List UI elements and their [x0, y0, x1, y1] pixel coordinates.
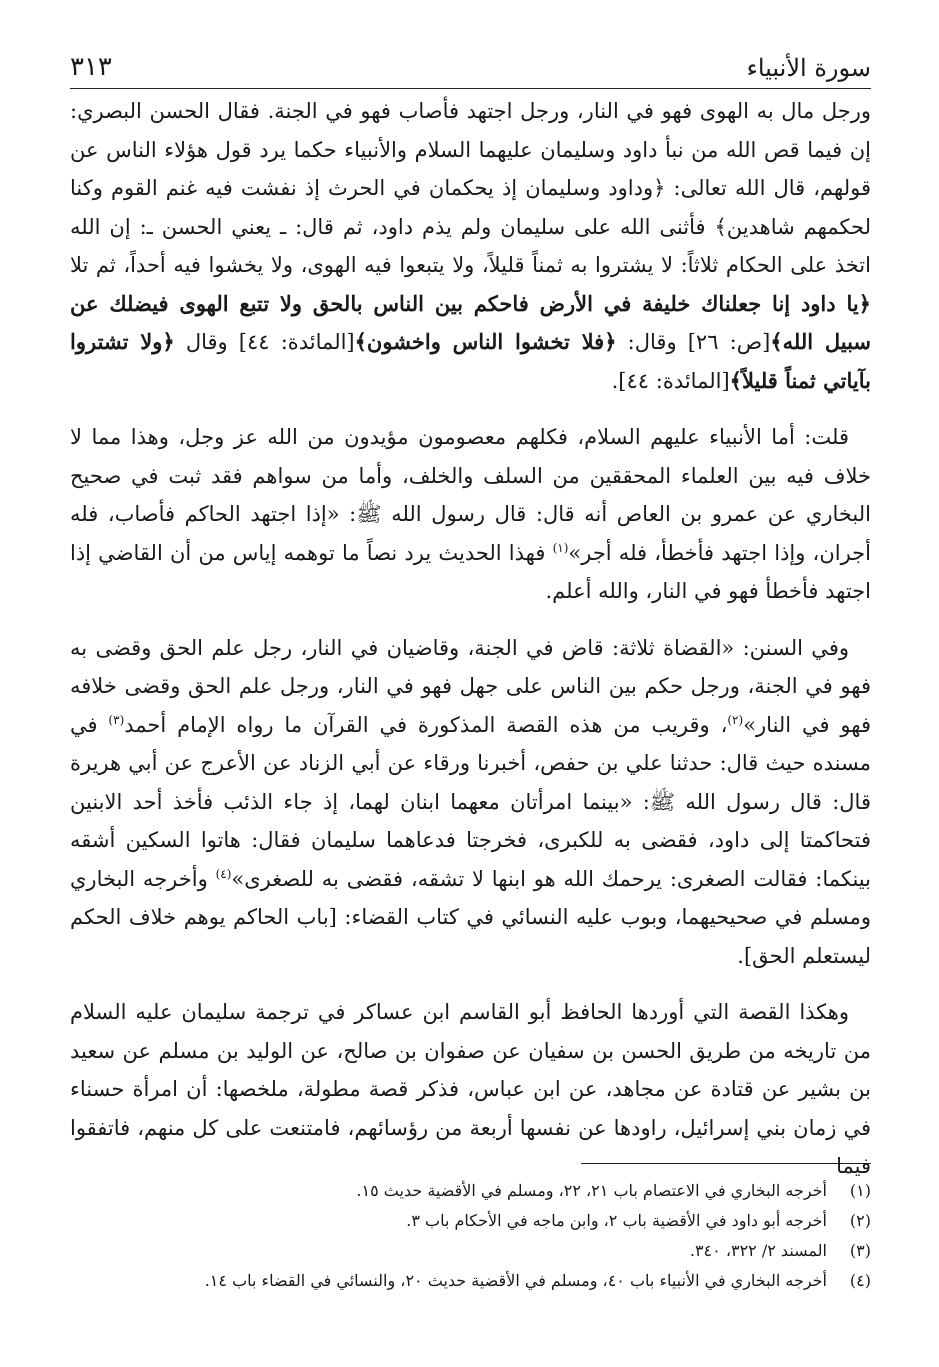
- page-number: ٣١٣: [70, 52, 112, 82]
- footnote-text: أخرجه أبو داود في الأقضية باب ٢، وابن ماجه في الأحكام باب ٣.: [406, 1211, 827, 1230]
- footnote-number: (٣): [849, 1241, 871, 1260]
- paragraph-text: قلت: أما الأنبياء عليهم السلام، فكلهم معصومون مؤيدون من الله عز وجل، وهذا مما لا خلاف فيه بين العلماء المحققين من السلف والخلف، وأما من سواهم فقد ثبت في صحيح البخاري عن عمرو بن العاص أنه قال: قال رسول الله ﷺ: «إذا اجتهد الحاكم فأصاب، فله أجران، وإذا اجتهد فأخطأ، فله أجر»: [70, 425, 871, 565]
- surah-title: سورة الأنبياء: [746, 54, 871, 82]
- paragraph-text: في مسنده حيث قال: حدثنا علي بن حفص، أخبرنا ورقاء عن أبي الزناد عن الأعرج عن أبي هريرة قال: قال رسول الله ﷺ: «بينما امرأتان معهما ابنان لهما، إذ جاء الذئب فأخذ أحد الابنين فتحاكمتا إلى داود، فقضى به للكبرى، فخرجتا فدعاهما سليمان فقال: هاتوا السكين أشقه بينكما: فقالت الصغرى: يرحمك الله هو ابنها لا تشقه، فقضى به للصغرى»: [70, 712, 871, 891]
- footnotes: [70, 1176, 871, 1296]
- paragraph-text: ورجل مال به الهوى فهو في النار، ورجل اجتهد فأصاب فهو في الجنة. فقال الحسن البصري: إن فيما قص الله من نبأ داود وسليمان عليهما السلام والأنبياء حكما يرد قول هؤلاء الناس عن قولهم، قال الله تعالى: ﴿وداود وسليمان إذ يحكمان في الحرث إذ نفشت فيه غنم القوم وكنا لحكمهم شاهدين﴾ فأثنى الله على سليمان ولم يذم داود، ثم قال: ـ يعني الحسن ـ: إن الله اتخذ على الحكام ثلاثاً: لا يشتروا به ثمناً قليلاً، ولا يتبعوا فيه الهوى، ولا يخشوا فيه أحداً، ثم تلا: [70, 99, 871, 277]
- quran-verse: ﴿فلا تخشوا الناس واخشون﴾: [354, 329, 617, 354]
- main-text: [70, 92, 871, 1186]
- paragraph-text: وفي السنن: «القضاة ثلاثة: قاض في الجنة، وقاضيان في النار، رجل علم الحق وقضى به فهو في الجنة، ورجل حكم بين الناس على جهل فهو في النار، ورجل علم الحق وقضى خلافه فهو في النار»: [70, 635, 871, 737]
- footnote-text: أخرجه البخاري في الأنبياء باب ٤٠، ومسلم في الأقضية حديث ٢٠، والنسائي في القضاء باب ١٤.: [204, 1271, 827, 1290]
- paragraph-text: ، وقريب من هذه القصة المذكورة في القرآن ما رواه الإمام أحمد: [124, 712, 728, 737]
- footnote-marker[interactable]: (٤): [215, 866, 232, 881]
- quran-verse: ﴿يا داود إنا جعلناك خليفة في الأرض فاحكم بين الناس بالحق ولا تتبع الهوى فيضلك عن سبيل الله﴾: [70, 290, 871, 354]
- footnote-marker[interactable]: (٢): [727, 712, 744, 727]
- footnote-item: [70, 1266, 871, 1296]
- paragraph-3: [70, 629, 871, 976]
- footnote-divider: [581, 1163, 871, 1164]
- footnote-item: [70, 1236, 871, 1266]
- footnote-item: [70, 1176, 871, 1206]
- paragraph-text: وأخرجه البخاري ومسلم في صحيحيهما، وبوب عليه النسائي في كتاب القضاء: [باب الحاكم يوهم خلاف الحكم ليستعلم الحق].: [70, 866, 871, 968]
- verse-reference: [المائدة: ٤٤] وقال: [174, 330, 355, 354]
- verse-reference: [المائدة: ٤٤].: [611, 368, 730, 393]
- paragraph-2: [70, 418, 871, 611]
- footnote-text: المسند ٢/ ٣٢٢، ٣٤٠.: [689, 1241, 827, 1260]
- page-header: [70, 48, 871, 89]
- footnote-marker[interactable]: (٣): [108, 712, 125, 727]
- footnote-item: [70, 1206, 871, 1236]
- paragraph-text: وهكذا القصة التي أوردها الحافظ أبو القاسم ابن عساكر في ترجمة سليمان عليه السلام من تاريخه من طريق الحسن بن سفيان عن صفوان بن صالح، عن الوليد بن مسلم عن سعيد بن بشير عن قتادة عن مجاهد، عن ابن عباس، فذكر قصة مطولة، ملخصها: أن امرأة حسناء في زمان بني إسرائيل، راودها عن نفسها أربعة من رؤسائهم، فامتنعت على كل منهم، فاتفقوا فيما: [70, 1000, 871, 1178]
- paragraph-text: فهذا الحديث يرد نصاً ما توهمه إياس من أن القاضي إذا اجتهد فأخطأ فهو في النار، والله أعلم.: [70, 540, 871, 603]
- footnote-text: أخرجه البخاري في الاعتصام باب ٢١، ٢٢، ومسلم في الأقضية حديث ١٥.: [356, 1181, 827, 1200]
- verse-reference: [ص: ٢٦] وقال:: [616, 330, 771, 354]
- footnote-number: (٢): [849, 1211, 871, 1230]
- footnote-marker[interactable]: (١): [552, 540, 569, 555]
- paragraph-4: [70, 993, 871, 1186]
- footnote-number: (٤): [849, 1271, 871, 1290]
- quran-verse: ﴿ولا تشتروا بآياتي ثمناً قليلاً﴾: [70, 329, 871, 393]
- paragraph-1: [70, 92, 871, 400]
- footnote-number: (١): [849, 1181, 871, 1200]
